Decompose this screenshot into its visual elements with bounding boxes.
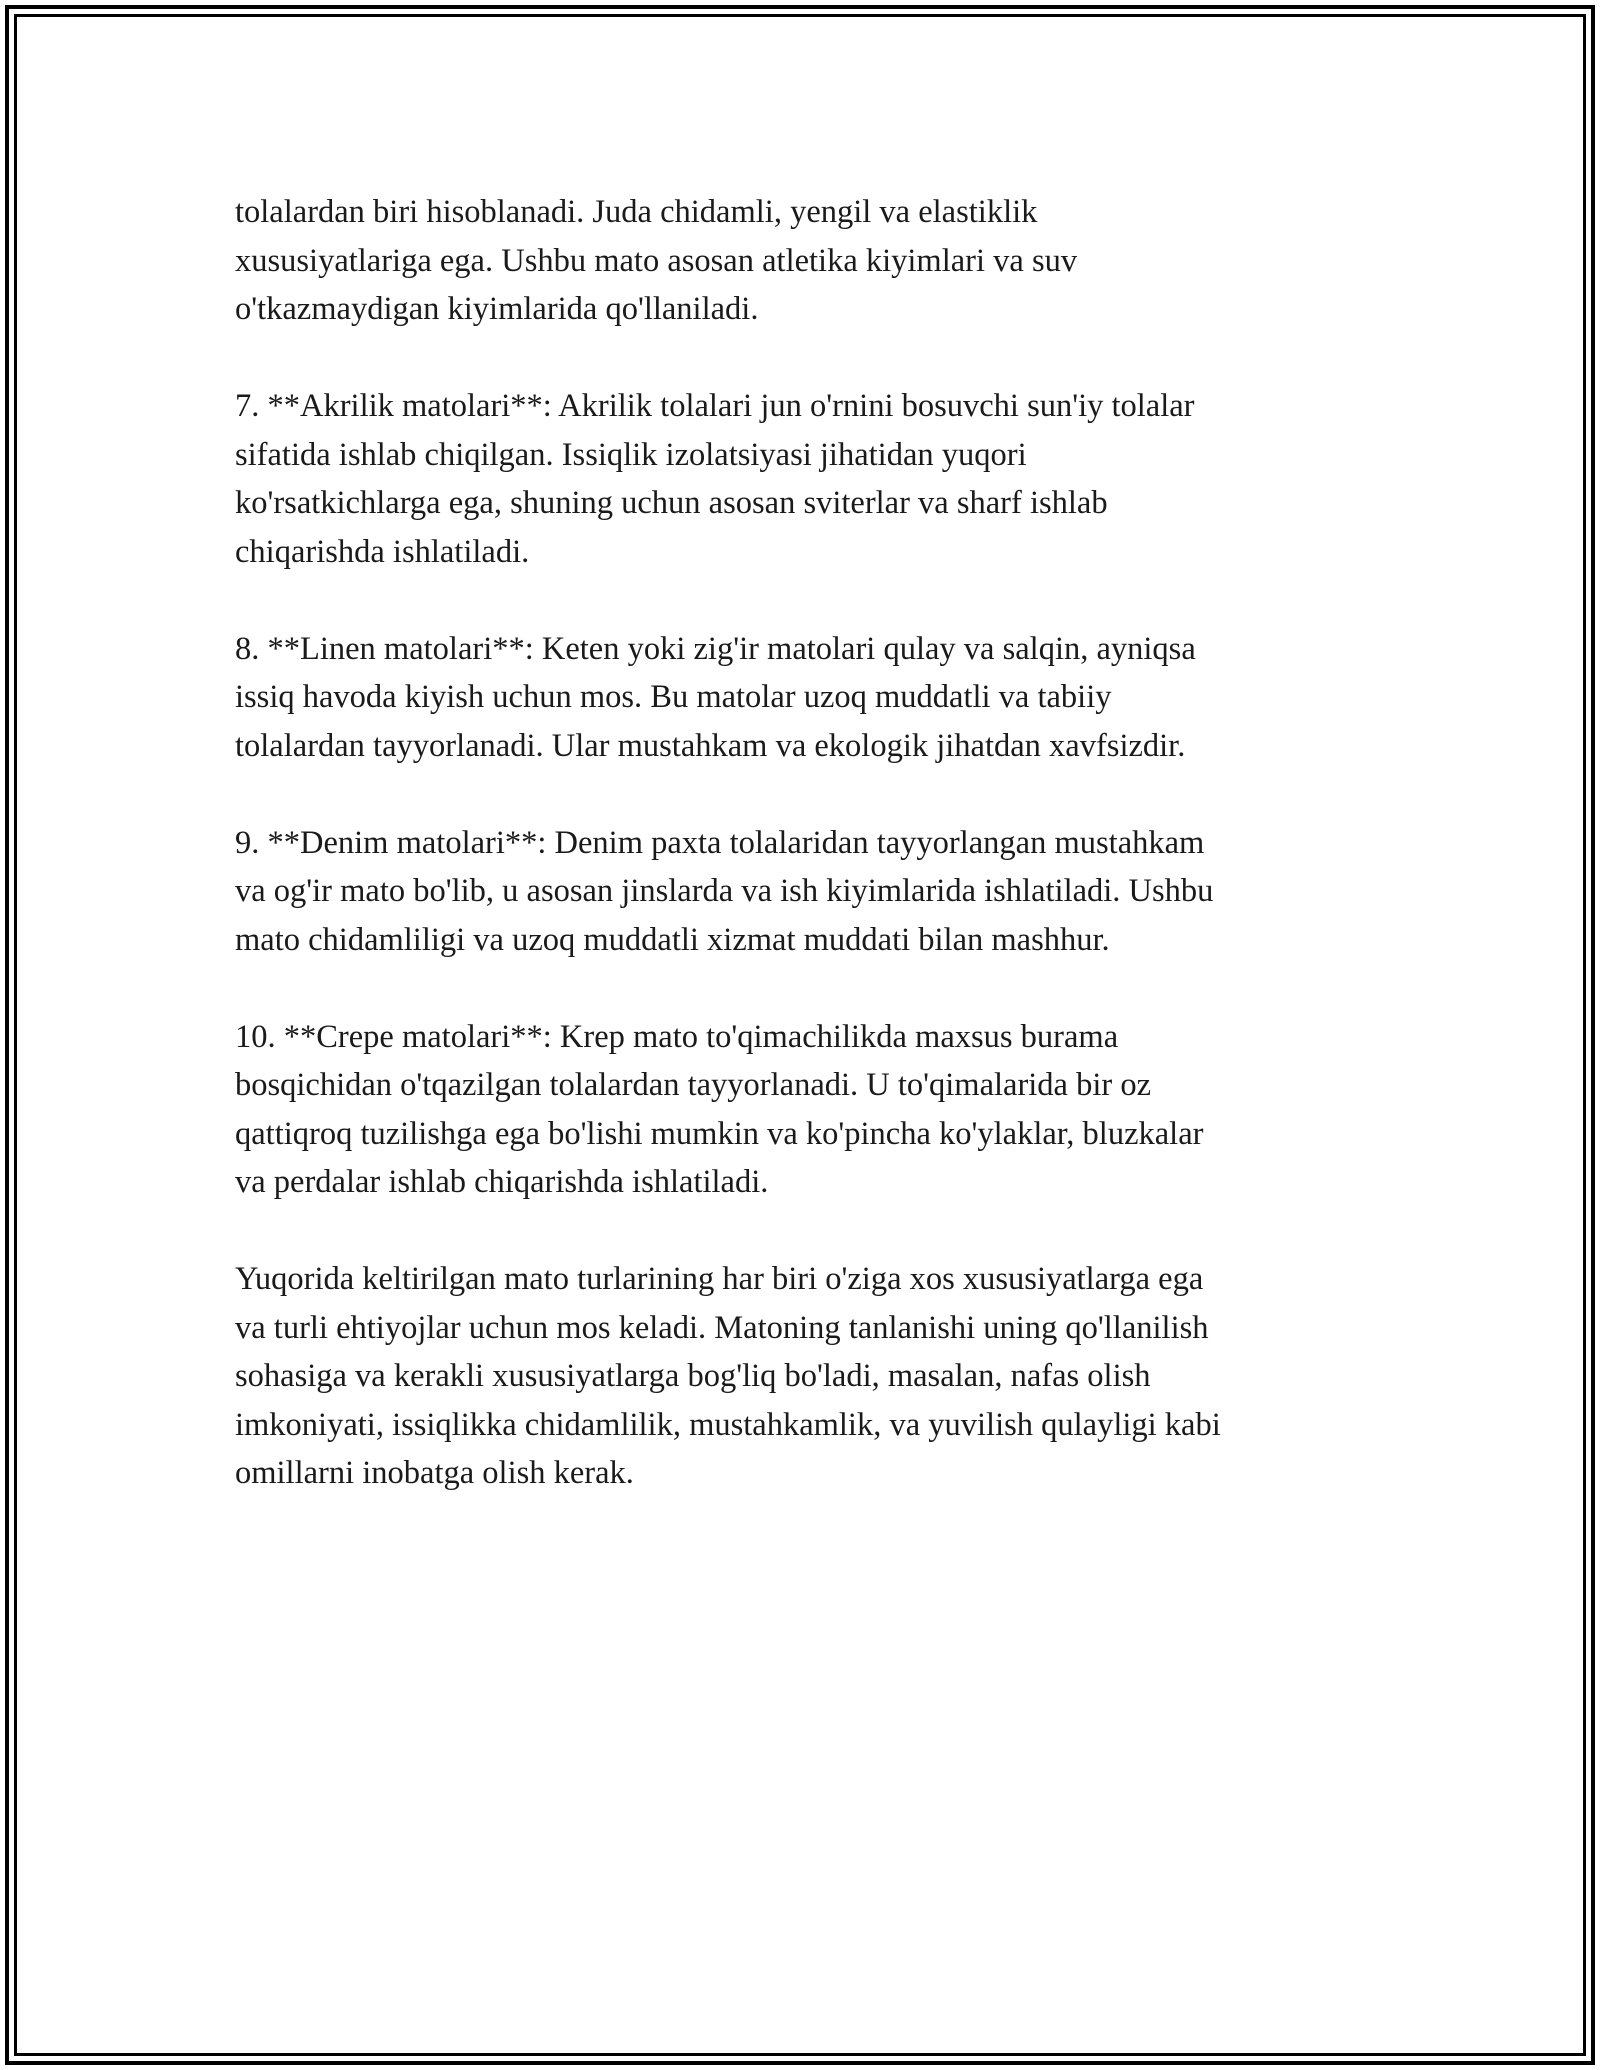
paragraph-crepe: 10. **Crepe matolari**: Krep mato to'qimachilikda maxsus burama bosqichidan o'tqazilgan tolalardan tayyorlanadi. U to'qimalarida bir oz qattiqroq tuzilishga ega bo'lishi mumkin va ko'pincha ko'ylaklar, bluzkalar va perdalar ishlab chiqarishda ishlatiladi. — [235, 1018, 1204, 1200]
paragraph-akrilik: 7. **Akrilik matolari**: Akrilik tolalari jun o'rnini bosuvchi sun'iy tolalar sifatida ishlab chiqilgan. Issiqlik izolatsiyasi jihatidan yuqori ko'rsatkichlarga ega, shuning uchun asosan sviterlar va sharf ishlab chiqarishda ishlatiladi. — [235, 388, 1195, 570]
paragraph-denim: 9. **Denim matolari**: Denim paxta tolalaridan tayyorlangan mustahkam va og'ir mato bo'lib, u asosan jinslarda va ish kiyimlarida ishlatiladi. Ushbu mato chidamliligi va uzoq muddatli xizmat muddati bilan mashhur. — [235, 824, 1214, 958]
paragraph-conclusion: Yuqorida keltirilgan mato turlarining har biri o'ziga xos xususiyatlarga ega va turli ehtiyojlar uchun mos keladi. Matoning tanlanishi uning qo'llanilish sohasiga va kerakli xususiyatlarga bog'liq bo'ladi, masalan, nafas olish imkoniyati, issiqlikka chidamlilik, mustahkamlik, va yuvilish qulayligi kabi omillarni inobatga olish kerak. — [235, 1261, 1221, 1491]
paragraph-linen: 8. **Linen matolari**: Keten yoki zig'ir matolari qulay va salqin, ayniqsa issiq havoda kiyish uchun mos. Bu matolar uzoq muddatli va tabiiy tolalardan tayyorlanadi. Ular mustahkam va ekologik jihatdan xavfsizdir. — [235, 630, 1196, 764]
document-body — [235, 188, 1365, 1546]
paragraph-continuation: tolalardan biri hisoblanadi. Juda chidamli, yengil va elastiklik xususiyatlariga ega. Ushbu mato asosan atletika kiyimlari va suv o'tkazmaydigan kiyimlarida qo'llaniladi. — [235, 194, 1078, 327]
